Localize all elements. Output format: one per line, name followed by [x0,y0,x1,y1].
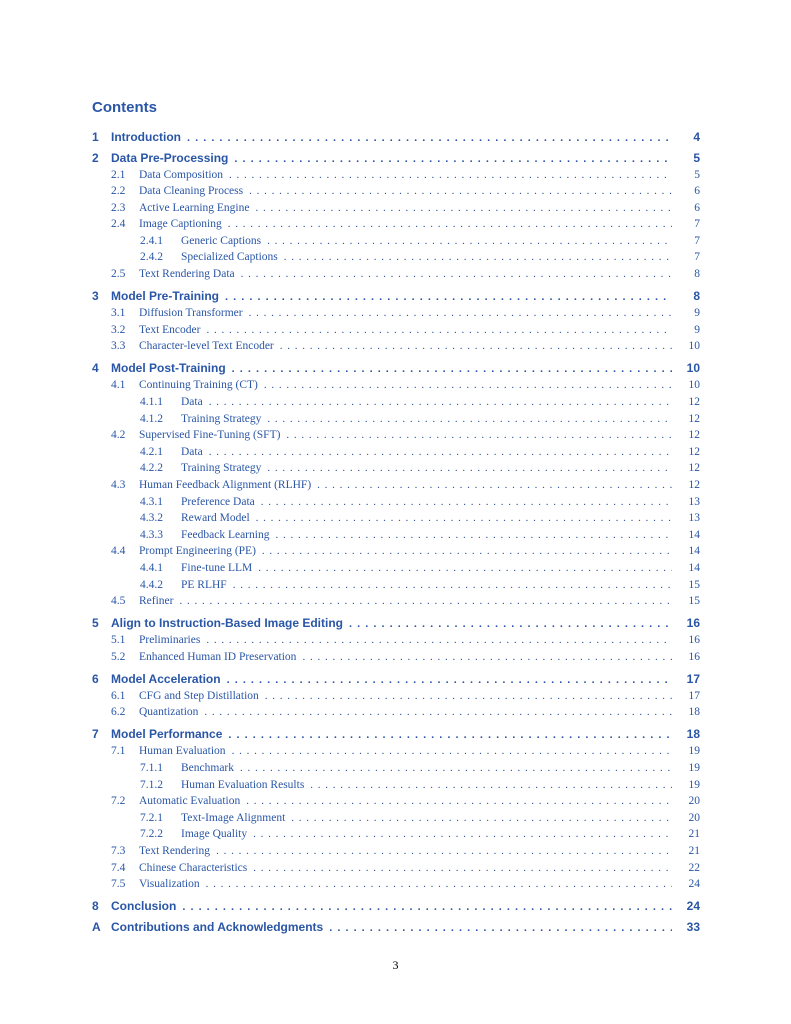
toc-entry-title[interactable]: Contributions and Acknowledgments [111,920,324,934]
toc-entry[interactable] [92,672,700,688]
toc-leader-dots [284,251,672,263]
toc-entry-title[interactable]: Specialized Captions [181,251,278,263]
toc-entry-page[interactable]: 18 [686,727,700,741]
toc-entry-title[interactable]: Human Evaluation [139,745,226,757]
toc-entry-number: 7.2 [111,795,126,807]
toc-entry[interactable] [92,130,700,146]
toc-entry-page[interactable]: 7 [694,251,700,263]
toc-entry-page[interactable]: 7 [694,218,700,230]
toc-entry-title[interactable]: Enhanced Human ID Preservation [139,651,297,663]
toc-entry[interactable] [92,396,700,411]
toc-entry[interactable] [92,529,700,544]
toc-leader-dots [261,496,672,508]
toc-leader-dots [291,812,672,824]
toc-entry-number: 6.1 [111,690,126,702]
toc-entry-page[interactable]: 33 [686,920,700,934]
toc-leader-dots [233,579,672,591]
toc-entry-number: 8 [92,899,99,913]
toc-entry[interactable] [92,446,700,461]
toc-leader-dots [302,651,672,663]
toc-entry-number: 5.1 [111,634,126,646]
toc-leader-dots [275,529,672,541]
toc-entry-page[interactable]: 15 [688,579,700,591]
toc-leader-dots [179,595,672,607]
toc-entry-title[interactable]: Data [181,396,203,408]
toc-entry-number: 7.4 [111,862,126,874]
toc-leader-dots [234,153,672,165]
toc-entry-title[interactable]: Training Strategy [181,462,262,474]
toc-entry-number: 3.2 [111,324,126,336]
toc-entry-title[interactable]: Human Evaluation Results [181,779,305,791]
toc-entry-page[interactable]: 24 [688,878,700,890]
toc-entry-title[interactable]: Benchmark [181,762,235,774]
toc-entry-number: 2.3 [111,202,126,214]
toc-title: Contents [92,99,157,116]
toc-entry-title[interactable]: Data Pre-Processing [111,151,229,165]
toc-entry-number: 4 [92,361,99,375]
toc-entry-page[interactable]: 21 [688,828,700,840]
toc-entry[interactable] [92,340,700,355]
toc-leader-dots [329,922,672,934]
toc-entry-title[interactable]: Model Performance [111,727,223,741]
toc-entry-page[interactable]: 9 [694,324,700,336]
toc-entry[interactable] [92,151,700,167]
toc-entry[interactable] [92,920,700,936]
toc-entry-page[interactable]: 6 [694,202,700,214]
toc-entry-page[interactable]: 10 [688,379,700,391]
toc-entry-page[interactable]: 22 [688,862,700,874]
toc-entry-number: 3.3 [111,340,126,352]
toc-entry-page[interactable]: 6 [694,185,700,197]
toc-leader-dots [249,307,672,319]
toc-entry[interactable] [92,413,700,428]
toc-leader-dots [267,462,672,474]
toc-leader-dots [267,235,672,247]
toc-entry[interactable] [92,479,700,494]
toc-entry[interactable] [92,795,700,810]
toc-leader-dots [229,169,672,181]
toc-entry-number: 2.2 [111,185,126,197]
toc-entry-number: 4.3.3 [140,529,163,541]
toc-entry-page[interactable]: 12 [688,462,700,474]
toc-entry-number: 7.1 [111,745,126,757]
toc-entry-page[interactable]: 10 [688,340,700,352]
toc-entry-page[interactable]: 21 [688,845,700,857]
toc-entry-page[interactable]: 8 [694,268,700,280]
toc-leader-dots [216,845,672,857]
toc-entry[interactable] [92,845,700,860]
toc-entry-number: 4.2 [111,429,126,441]
toc-leader-dots [286,429,672,441]
toc-entry-page[interactable]: 19 [688,745,700,757]
toc-leader-dots [232,363,672,375]
toc-entry-title[interactable]: Data Cleaning Process [139,185,244,197]
toc-entry[interactable] [92,634,700,649]
toc-leader-dots [228,218,672,230]
toc-entry-number: 4.1.1 [140,396,163,408]
toc-leader-dots [253,828,672,840]
toc-entry-page[interactable]: 8 [693,289,700,303]
toc-entry-title[interactable]: Visualization [139,878,200,890]
toc-entry[interactable] [92,651,700,666]
toc-leader-dots [227,674,672,686]
toc-entry-number: 2.4 [111,218,126,230]
toc-entry-title[interactable]: Align to Instruction-Based Image Editing [111,616,344,630]
toc-entry-title[interactable]: Quantization [139,706,199,718]
toc-entry[interactable] [92,595,700,610]
toc-entry-number: 4.5 [111,595,126,607]
toc-entry[interactable] [92,690,700,705]
toc-entry-number: 4.1 [111,379,126,391]
toc-entry[interactable] [92,324,700,339]
toc-entry-number: 7.3 [111,845,126,857]
toc-leader-dots [241,268,672,280]
toc-leader-dots [232,745,672,757]
toc-entry-page[interactable]: 24 [686,899,700,913]
toc-entry-title[interactable]: Feedback Learning [181,529,270,541]
toc-entry[interactable] [92,812,700,827]
toc-entry-title[interactable]: Supervised Fine-Tuning (SFT) [139,429,281,441]
toc-entry-title[interactable]: Conclusion [111,899,177,913]
toc-entry-number: 2 [92,151,99,165]
toc-entry-number: 7.1.1 [140,762,163,774]
toc-entry[interactable] [92,361,700,377]
toc-entry-number: 5 [92,616,99,630]
toc-entry[interactable] [92,745,700,760]
toc-entry-number: 7.5 [111,878,126,890]
toc-entry-page[interactable]: 15 [688,595,700,607]
toc-entry-title[interactable]: Reward Model [181,512,250,524]
toc-entry-page[interactable]: 17 [686,672,700,686]
toc-entry[interactable] [92,462,700,477]
toc-entry-title[interactable]: Model Acceleration [111,672,221,686]
toc-entry[interactable] [92,545,700,560]
toc-entry-number: 2.4.1 [140,235,163,247]
toc-leader-dots [225,291,672,303]
toc-entry-page[interactable]: 16 [686,616,700,630]
toc-leader-dots [253,862,672,874]
toc-entry-page[interactable]: 9 [694,307,700,319]
toc-entry-number: 7.2.2 [140,828,163,840]
toc-entry-title[interactable]: Chinese Characteristics [139,862,248,874]
toc-entry-title[interactable]: PE RLHF [181,579,227,591]
toc-entry-title[interactable]: Refiner [139,595,174,607]
toc-leader-dots [209,446,672,458]
toc-entry[interactable] [92,218,700,233]
toc-entry-title[interactable]: Model Post-Training [111,361,226,375]
toc-entry-page[interactable]: 12 [688,429,700,441]
toc-entry[interactable] [92,185,700,200]
toc-entry-title[interactable]: Fine-tune LLM [181,562,253,574]
toc-entry-page[interactable]: 4 [693,130,700,144]
toc-entry-number: 5.2 [111,651,126,663]
toc-entry-number: 2.1 [111,169,126,181]
toc-entry-number: 4.2.2 [140,462,163,474]
toc-entry[interactable] [92,862,700,877]
toc-leader-dots [264,379,672,391]
toc-entry-title[interactable]: Text-Image Alignment [181,812,286,824]
toc-leader-dots [349,618,672,630]
toc-entry[interactable] [92,579,700,594]
page-number: 3 [392,958,399,972]
toc-leader-dots [206,878,672,890]
toc-entry[interactable] [92,706,700,721]
toc-entry-number: A [92,920,101,934]
toc-leader-dots [228,729,672,741]
toc-entry-title[interactable]: Automatic Evaluation [139,795,241,807]
toc-entry-page[interactable]: 5 [693,151,700,165]
toc-entry-number: 7 [92,727,99,741]
toc-entry[interactable] [92,429,700,444]
toc-entry-page[interactable]: 13 [688,512,700,524]
toc-entry[interactable] [92,202,700,217]
toc-entry-title[interactable]: Generic Captions [181,235,262,247]
toc-entry-number: 3 [92,289,99,303]
toc-entry-page[interactable]: 19 [688,779,700,791]
toc-entry-number: 2.4.2 [140,251,163,263]
toc-entry-number: 1 [92,130,99,144]
toc-leader-dots [317,479,672,491]
toc-entry[interactable] [92,251,700,266]
toc-entry-number: 4.2.1 [140,446,163,458]
toc-leader-dots [249,185,672,197]
toc-entry-title[interactable]: Model Pre-Training [111,289,220,303]
toc-entry-number: 7.2.1 [140,812,163,824]
toc-leader-dots [280,340,672,352]
toc-entry-page[interactable]: 5 [694,169,700,181]
toc-entry[interactable] [92,379,700,394]
toc-entry-title[interactable]: Diffusion Transformer [139,307,243,319]
toc-entry-number: 4.4 [111,545,126,557]
toc-entry-number: 4.4.2 [140,579,163,591]
toc-entry-page[interactable]: 12 [688,396,700,408]
toc-entry[interactable] [92,828,700,843]
toc-entry[interactable] [92,616,700,632]
toc-entry[interactable] [92,899,700,915]
toc-entry-title[interactable]: Text Rendering Data [139,268,235,280]
toc-entry[interactable] [92,289,700,305]
toc-entry[interactable] [92,727,700,743]
toc-leader-dots [204,706,672,718]
toc-entry-page[interactable]: 19 [688,762,700,774]
toc-entry-page[interactable]: 20 [688,795,700,807]
toc-entry-page[interactable]: 17 [688,690,700,702]
toc-entry-page[interactable]: 18 [688,706,700,718]
toc-entry-number: 3.1 [111,307,126,319]
toc-entry-title[interactable]: Prompt Engineering (PE) [139,545,256,557]
toc-leader-dots [256,512,672,524]
toc-entry-number: 4.4.1 [140,562,163,574]
toc-entry[interactable] [92,496,700,511]
toc-entry[interactable] [92,562,700,577]
toc-entry[interactable] [92,878,700,893]
toc-entry[interactable] [92,169,700,184]
toc-leader-dots [206,634,672,646]
toc-entry[interactable] [92,512,700,527]
toc-entry[interactable] [92,779,700,794]
toc-entry-number: 6.2 [111,706,126,718]
toc-leader-dots [246,795,672,807]
toc-entry-title[interactable]: Preference Data [181,496,255,508]
toc-entry-page[interactable]: 10 [686,361,700,375]
toc-entry[interactable] [92,235,700,250]
toc-leader-dots [267,413,672,425]
toc-entry-title[interactable]: Image Captioning [139,218,222,230]
toc-entry-title[interactable]: Character-level Text Encoder [139,340,274,352]
toc-entry-page[interactable]: 14 [688,562,700,574]
toc-leader-dots [310,779,672,791]
toc-entry-title[interactable]: Training Strategy [181,413,262,425]
toc-entry-title[interactable]: Data Composition [139,169,224,181]
toc-entry-title[interactable]: Text Encoder [139,324,201,336]
toc-entry-title[interactable]: Human Feedback Alignment (RLHF) [139,479,312,491]
toc-entry-number: 4.3 [111,479,126,491]
toc-leader-dots [240,762,672,774]
toc-entry-page[interactable]: 13 [688,496,700,508]
toc-leader-dots [256,202,673,214]
toc-entry-number: 4.3.1 [140,496,163,508]
toc-entry-page[interactable]: 12 [688,479,700,491]
toc-entry-title[interactable]: Text Rendering [139,845,211,857]
toc-entry-title[interactable]: Data [181,446,203,458]
toc-entry-title[interactable]: Image Quality [181,828,248,840]
toc-entry-page[interactable]: 20 [688,812,700,824]
toc-leader-dots [182,901,672,913]
toc-entry[interactable] [92,762,700,777]
toc-entry-number: 4.3.2 [140,512,163,524]
toc-leader-dots [206,324,672,336]
toc-entry-page[interactable]: 16 [688,651,700,663]
toc-leader-dots [187,132,672,144]
toc-leader-dots [258,562,672,574]
toc-leader-dots [265,690,672,702]
toc-entry-number: 2.5 [111,268,126,280]
toc-entry-page[interactable]: 12 [688,413,700,425]
toc-entry-title[interactable]: Introduction [111,130,181,144]
toc-entry-page[interactable]: 12 [688,446,700,458]
toc-entry[interactable] [92,268,700,283]
toc-entry-page[interactable]: 16 [688,634,700,646]
toc-entry-number: 7.1.2 [140,779,163,791]
toc-entry-number: 6 [92,672,99,686]
toc-entry-title[interactable]: Active Learning Engine [139,202,250,214]
toc-leader-dots [262,545,672,557]
toc-entry-page[interactable]: 14 [688,529,700,541]
toc-entry-title[interactable]: Preliminaries [139,634,201,646]
toc-entry[interactable] [92,307,700,322]
toc-leader-dots [209,396,672,408]
toc-entry-title[interactable]: Continuing Training (CT) [139,379,258,391]
toc-entry-page[interactable]: 14 [688,545,700,557]
toc-entry-number: 4.1.2 [140,413,163,425]
toc-entry-page[interactable]: 7 [694,235,700,247]
toc-entry-title[interactable]: CFG and Step Distillation [139,690,259,702]
